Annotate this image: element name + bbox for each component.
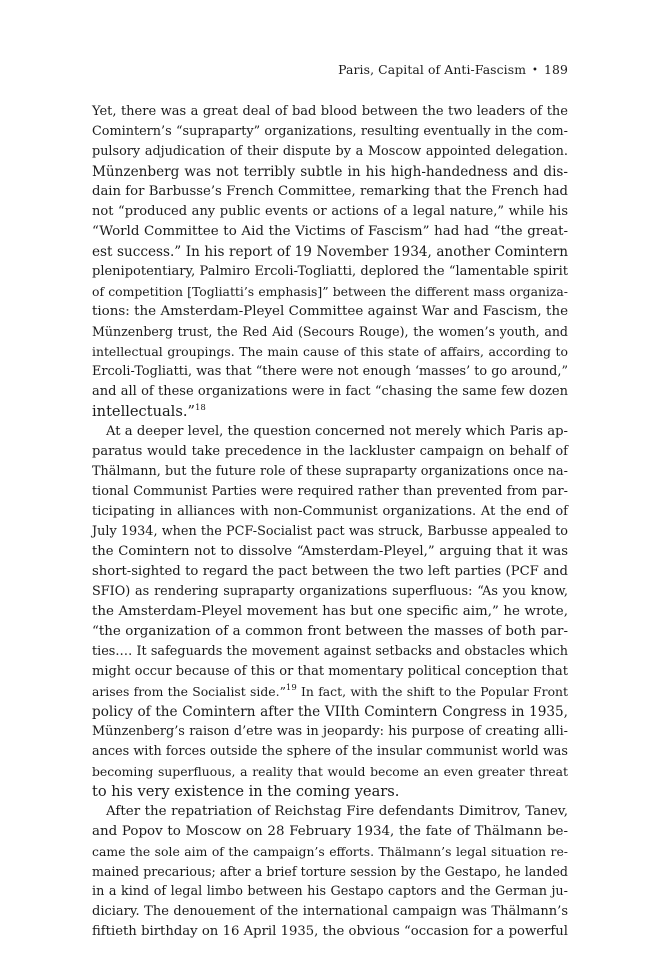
text-line (92, 402, 568, 422)
text-line: SFIO) as rendering supraparty organizations superfluous: “As you know, (92, 584, 568, 599)
text-line: might occur because of this or that momentary political conception that (92, 664, 568, 679)
text-line: fiftieth birthday on 16 April 1935, the obvious “occasion for a powerful (92, 924, 568, 939)
text-line: Münzenberg’s raison d’etre was in jeopardy: his purpose of creating alli- (92, 724, 568, 739)
text-line: mained precarious; after a brief torture session by the Gestapo, he landed (92, 864, 568, 879)
footnote-marker: 19 (285, 683, 297, 693)
running-head-separator: • (532, 65, 539, 76)
text-line: paratus would take precedence in the lackluster campaign on behalf of (92, 444, 568, 459)
text-line: “the organization of a common front between the masses of both par- (92, 624, 568, 639)
text-line: pulsory adjudication of their dispute by a Moscow appointed delegation. (92, 144, 568, 159)
text-line: intellectual groupings. The main cause of this state of affairs, according to (92, 344, 568, 359)
text-line: Münzenberg was not terribly subtle in his high-handedness and dis- (92, 164, 568, 180)
text-line: Münzenberg trust, the Red Aid (Secours Rouge), the women’s youth, and (92, 324, 568, 339)
text-line: the Amsterdam-Pleyel movement has but one specific aim,” he wrote, (92, 604, 568, 619)
text-line: of competition [Togliatti’s emphasis]” between the different mass organiza- (92, 284, 568, 299)
text-line: becoming superfluous, a reality that would become an even greater threat (92, 764, 568, 779)
text-line: in a kind of legal limbo between his Gestapo captors and the German ju- (92, 884, 568, 899)
text-line: dain for Barbusse’s French Committee, remarking that the French had (92, 184, 568, 199)
footnote-marker: 18 (194, 403, 206, 413)
text-line: Comintern’s “supraparty” organizations, resulting eventually in the com- (92, 124, 568, 139)
text-fragment: arises from the Socialist side.” (92, 684, 286, 699)
text-fragment: intellectuals.” (92, 403, 195, 420)
text-line: After the repatriation of Reichstag Fire defendants Dimitrov, Tanev, (106, 804, 568, 819)
text-line: tional Communist Parties were required rather than prevented from par- (92, 484, 568, 499)
running-head (338, 62, 568, 77)
text-line: ances with forces outside the sphere of the insular communist world was (92, 744, 568, 759)
page-number: 189 (544, 62, 568, 77)
text-line (92, 682, 568, 702)
text-line: July 1934, when the PCF-Socialist pact was struck, Barbusse appealed to (92, 524, 568, 539)
text-line: came the sole aim of the campaign’s efforts. Thälmann’s legal situation re- (92, 844, 568, 859)
text-line: ties.… It safeguards the movement against setbacks and obstacles which (92, 644, 568, 659)
text-line: ticipating in alliances with non-Communist organizations. At the end of (92, 504, 568, 519)
text-line: policy of the Comintern after the VIIth Comintern Congress in 1935, (92, 704, 568, 720)
text-line: not “produced any public events or actions of a legal nature,” while his (92, 204, 568, 219)
text-line: tions: the Amsterdam-Pleyel Committee against War and Fascism, the (92, 304, 568, 319)
text-line: and Popov to Moscow on 28 February 1934, the fate of Thälmann be- (92, 824, 568, 839)
text-line: the Comintern not to dissolve “Amsterdam-Pleyel,” arguing that it was (92, 544, 568, 559)
running-head-title: Paris, Capital of Anti-Fascism (338, 62, 527, 77)
text-line: “World Committee to Aid the Victims of Fascism” had had “the great- (92, 224, 568, 239)
text-line: Ercoli-Togliatti, was that “there were not enough ‘masses’ to go around,” (92, 364, 568, 379)
body-text (92, 102, 568, 942)
text-line: diciary. The denouement of the international campaign was Thälmann’s (92, 904, 568, 919)
text-line: est success.” In his report of 19 November 1934, another Comintern (92, 244, 568, 260)
text-line: Thälmann, but the future role of these supraparty organizations once na- (92, 464, 568, 479)
text-line: plenipotentiary, Palmiro Ercoli-Togliatti, deplored the “lamentable spirit (92, 264, 568, 279)
text-line: short-sighted to regard the pact between the two left parties (PCF and (92, 564, 568, 579)
text-fragment: In fact, with the shift to the Popular Front (296, 684, 568, 699)
text-line: At a deeper level, the question concerned not merely which Paris ap- (106, 424, 568, 439)
text-line: to his very existence in the coming years. (92, 783, 400, 800)
text-line: Yet, there was a great deal of bad blood between the two leaders of the (92, 104, 568, 119)
text-line: and all of these organizations were in fact “chasing the same few dozen (92, 384, 568, 399)
